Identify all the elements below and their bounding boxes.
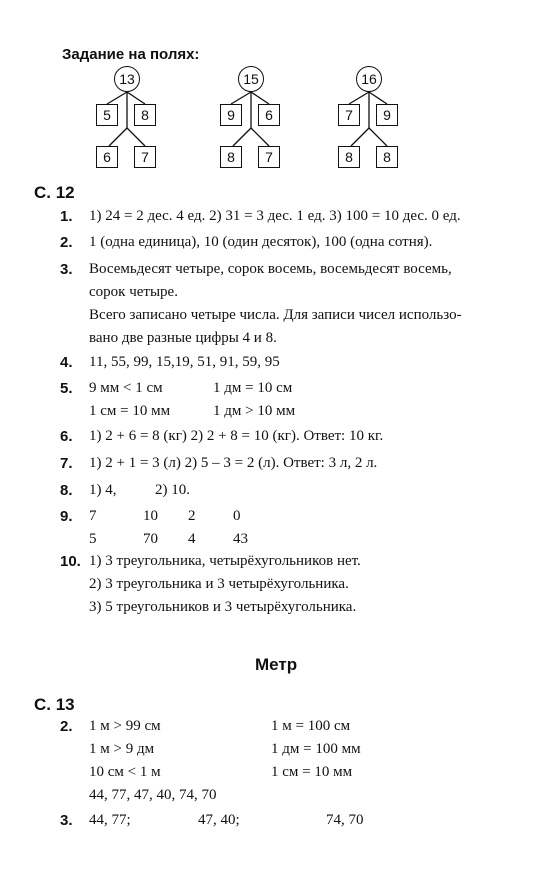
item-text: 1) 2 + 6 = 8 (кг) 2) 2 + 8 = 10 (кг). Ответ: 10 кг. [89,428,384,444]
margin-task-title: Задание на полях: [62,46,200,63]
item-number: 10. [60,553,81,570]
item-text: 10 см < 1 м [89,764,161,780]
item-text: 11, 55, 99, 15,19, 51, 91, 59, 95 [89,354,280,370]
tree-total: 15 [238,66,264,92]
item-text: 1 м = 100 см [271,718,351,734]
section-title-12: С. 12 [34,183,75,202]
item-text: 1) 2 + 1 = 3 (л) 2) 5 – 3 = 2 (л). Ответ: 3 л, 2 л. [89,455,378,471]
grid-cell: 2 [188,508,196,524]
item-text: 44, 77; [89,812,131,828]
number-tree-3 [334,64,444,176]
topic-heading: Метр [255,655,298,674]
item-number: 8. [60,482,73,499]
item-number: 3. [60,812,73,829]
item-text: 1) 3 треугольника, четырёхугольников нет. [89,553,361,569]
item-text: Всего записано четыре числа. Для записи чисел использо- [89,307,462,323]
grid-cell: 5 [89,531,97,547]
grid-cell: 43 [233,531,248,547]
item-text: 1 дм > 10 мм [213,403,296,419]
item-number: 3. [60,261,73,278]
item-text: 1 дм = 10 см [213,380,293,396]
item-text: 1 м > 9 дм [89,741,155,757]
item-text: 9 мм < 1 см [89,380,163,396]
tree-part-bottom-right: 8 [376,146,398,168]
grid-cell: 70 [143,531,158,547]
item-number: 9. [60,508,73,525]
item-text: 74, 70 [326,812,364,828]
item-text: 1 м > 99 см [89,718,161,734]
tree-part-bottom-right: 7 [134,146,156,168]
item-number: 2. [60,718,73,735]
item-text: сорок четыре. [89,284,178,300]
item-text: 2) 10. [155,482,190,498]
tree-part-left: 7 [338,104,360,126]
item-text: вано две разные цифры 4 и 8. [89,330,277,346]
item-text: 1 см = 10 мм [271,764,353,780]
grid-cell: 10 [143,508,158,524]
tree-part-left: 9 [220,104,242,126]
grid-cell: 0 [233,508,241,524]
tree-part-bottom-left: 6 [96,146,118,168]
item-number: 7. [60,455,73,472]
item-text: 47, 40; [198,812,240,828]
tree-total: 13 [114,66,140,92]
item-number: 2. [60,234,73,251]
item-text: 2) 3 треугольника и 3 четырёхугольника. [89,576,349,592]
item-text: 1 (одна единица), 10 (один десяток), 100 (одна сотня). [89,234,433,250]
item-text: 1) 4, [89,482,117,498]
item-number: 1. [60,208,73,225]
tree-part-right: 8 [134,104,156,126]
item-text: 44, 77, 47, 40, 74, 70 [89,787,217,803]
number-tree-1 [92,64,202,176]
item-number: 4. [60,354,73,371]
item-text: 1) 24 = 2 дес. 4 ед. 2) 31 = 3 дес. 1 ед. 3) 100 = 10 дес. 0 ед. [89,208,461,224]
tree-total: 16 [356,66,382,92]
tree-part-bottom-right: 7 [258,146,280,168]
item-text: 1 дм = 100 мм [271,741,361,757]
item-number: 6. [60,428,73,445]
tree-part-left: 5 [96,104,118,126]
grid-cell: 4 [188,531,196,547]
item-text: 3) 5 треугольников и 3 четырёхугольника. [89,599,357,615]
item-number: 5. [60,380,73,397]
tree-part-right: 9 [376,104,398,126]
item-text: 1 см = 10 мм [89,403,171,419]
tree-part-right: 6 [258,104,280,126]
grid-cell: 7 [89,508,97,524]
section-title-13: С. 13 [34,695,75,714]
tree-part-bottom-left: 8 [338,146,360,168]
tree-part-bottom-left: 8 [220,146,242,168]
item-text: Восемьдесят четыре, сорок восемь, восемьдесят восемь, [89,261,452,277]
number-tree-2 [216,64,326,176]
